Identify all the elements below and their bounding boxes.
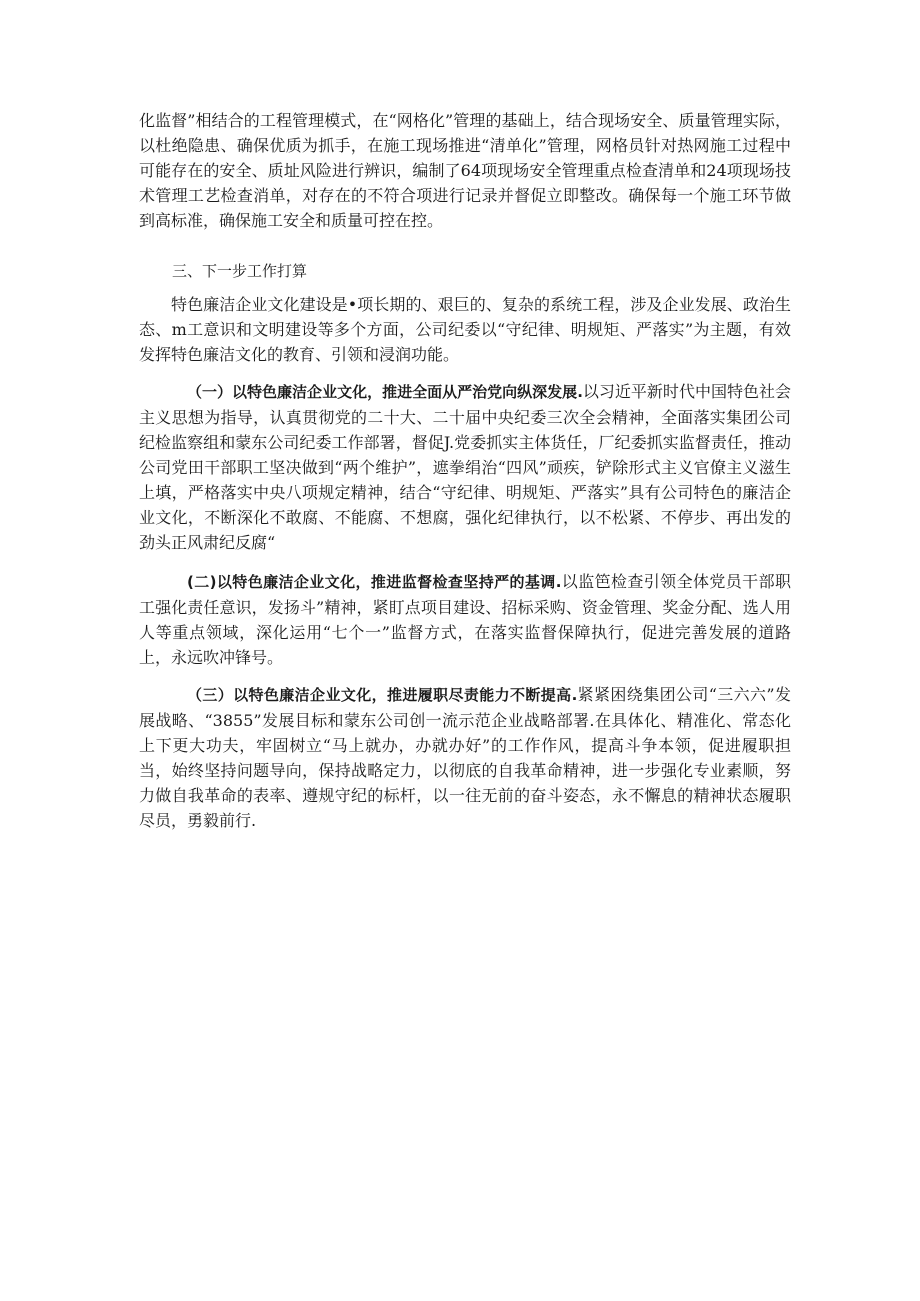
item-2-paragraph — [139, 569, 791, 670]
item-2-lead: (二)以特色廉洁企业文化，推进监督检查坚持严的基调. — [187, 573, 562, 591]
section-heading: 三、下一步工作打算 — [172, 262, 308, 280]
item-1-body: 以习近平新时代中国特色社会主义思想为指导，认真贯彻党的二十大、二十届中央纪委三次全会精神，全面落实集团公司纪检监察组和蒙东公司纪委工作部署，督促J.党委抓实主体货任，厂纪委抓实监督责任，推动公司党田干部职工坚决做到“两个维护”，遮拳绢治“四风”顽疾，铲除形式主义官僚主义滋生上填，严格落实中央八项规定精神，结合“守纪律、明规矩、严落实”具有公司特色的廉洁企业文化，不断深化不敢腐、不能腐、不想腐，强化纪律执行，以不松紧、不停步、再出发的劲头正风肃纪反腐“ — [139, 382, 791, 552]
item-2-body: 以监笆检查引领全体党员干部职工强化责任意识，发扬斗”精神，紧盯点项目建设、招标采购、资金管理、奖金分配、选人用人等重点领域，深化运用“七个一”监督方式，在落实监督保障执行，促进完善发展的道路上，永远吹冲锋号。 — [139, 572, 791, 667]
item-1-lead: （一）以特色廉洁企业文化，推进全面从严治党向纵深发展. — [187, 383, 583, 401]
item-3-paragraph — [139, 682, 791, 833]
item-1-paragraph — [139, 379, 791, 555]
intro-paragraph: 化监督”相结合的工程管理模式，在“网格化”管理的基础上，结合现场安全、质量管理实际，以杜绝隐患、确保优质为抓手，在施工现场推进“清单化”管理，网格员针对热网施工过程中可能存在的安全、质址风险进行辨识，编制了64项现场安全管理重点检查清单和24项现场技术管理工艺检查消单，对存在的不符合项进行记录并督促立即整改。确保每一个施工环节做到高标准，确保施工安全和质量可控在控。 — [139, 111, 791, 230]
item-3-lead: （三）以特色廉洁企业文化，推进履职尽责能力不断提高. — [187, 686, 578, 704]
overview-paragraph: 特色廉洁企业文化建设是•项长期的、艰巨的、复杂的系统工程，涉及企业发展、政治生态、m工意识和文明建设等多个方面，公司纪委以“守纪律、明规矩、严落实”为主题，有效发挥特色廉洁文化的教育、引领和浸润功能。 — [139, 295, 791, 364]
item-3-body: 紧紧困绕集团公司“三六六”发展战略、“3855”发展目标和蒙东公司创一流示范企业战略部署.在具体化、精准化、常态化上下更大功夫，牢固树立“马上就办，办就办好”的工作作风，提高斗争本领，促进履职担当，始终坚持问题导向，保持战略定力，以彻底的自我革命精神，进一步强化专业素顺，努力做自我革命的表率、遵规守纪的标杆，以一往无前的奋斗姿态，永不懈息的精神状态履职尽员，勇毅前行. — [139, 685, 791, 830]
document-page — [139, 108, 791, 833]
